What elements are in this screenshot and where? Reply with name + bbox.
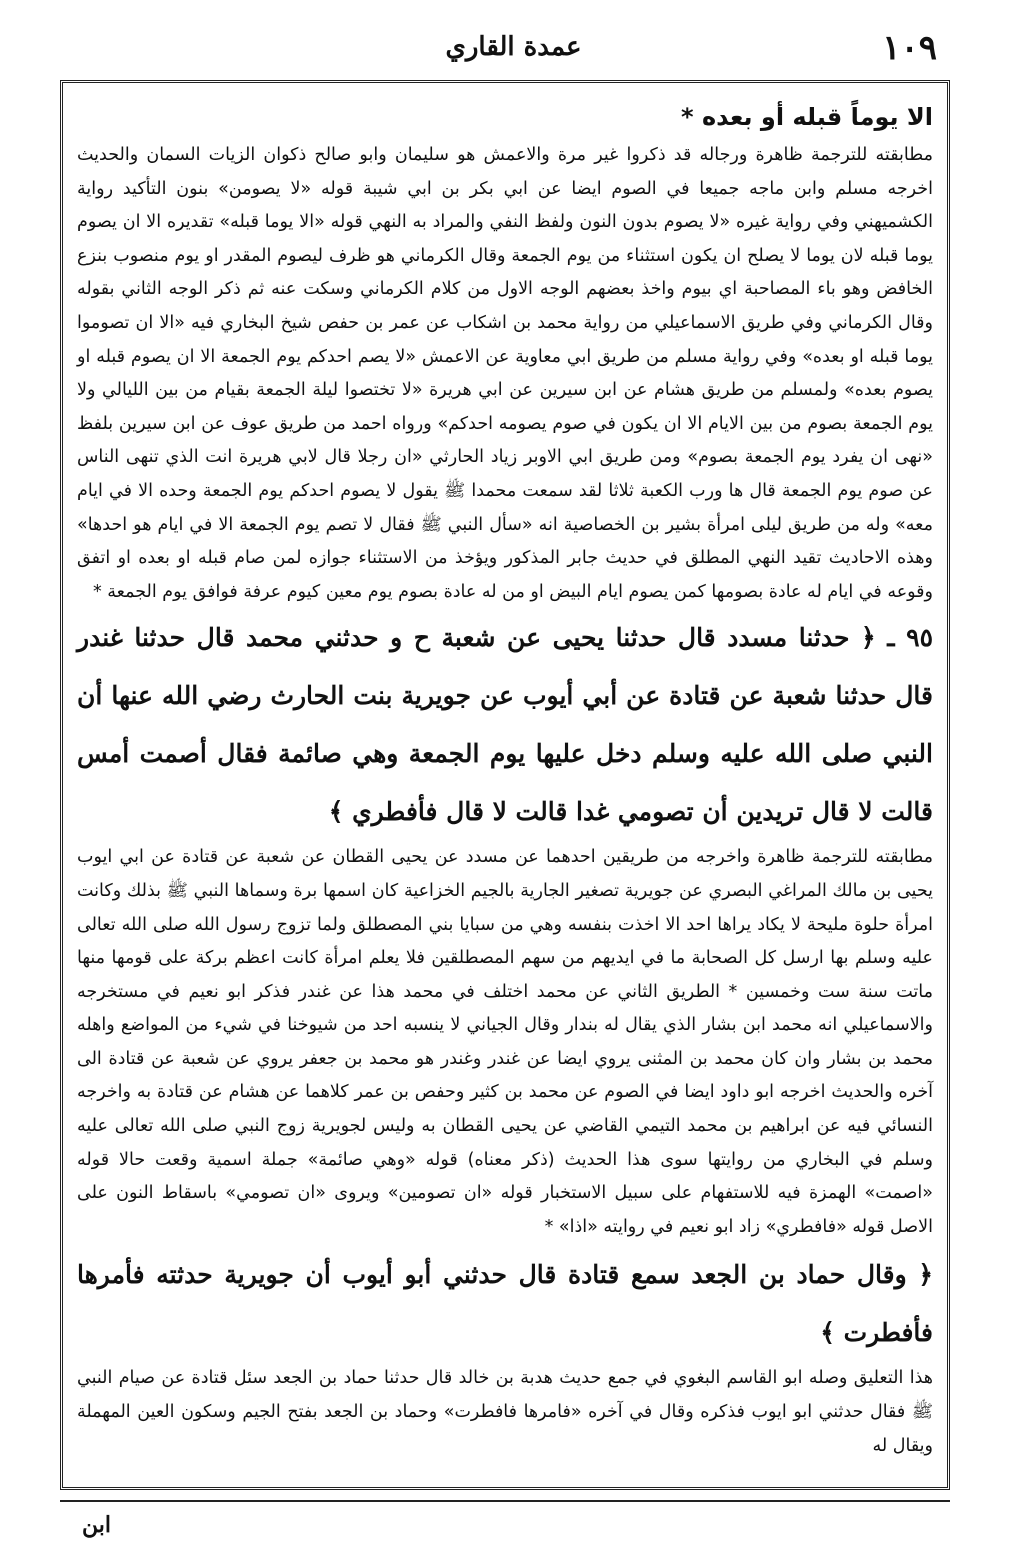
footer-rule <box>60 1500 950 1502</box>
commentary-paragraph: هذا التعليق وصله ابو القاسم البغوي في جمع حديث هدبة بن خالد قال حدثنا حماد بن الجعد سئل قتادة عن صيام النبي ﷺ فقال حدثني ابو ايوب فذكره وقال في آخره «فامرها فافطرت» وحماد بن الجعد بفتح الجيم وسكون العين المهملة ويقال له <box>77 1368 933 1456</box>
paragraph-lead: الا يوماً قبله أو بعده * <box>681 103 933 131</box>
page-number: ١٠٩ <box>882 28 937 68</box>
hadith-ta-liq: ﴿ وقال حماد بن الجعد سمع قتادة قال حدثني أبو أيوب أن جويرية حدثته فأمرها فأفطرت ﴾ <box>77 1260 933 1348</box>
page-header <box>60 22 967 72</box>
hadith-text: ٩٥ ـ ﴿ حدثنا مسدد قال حدثنا يحيى عن شعبة ح و حدثني محمد قال حدثنا غندر قال حدثنا شعبة عن قتادة عن أبي أيوب عن جويرية بنت الحارث رضي الله عنها أن النبي صلى الله عليه وسلم دخل عليها يوم الجمعة وهي صائمة فقال أصمت أمس قالت لا قال تريدين أن تصومي غدا قالت لا قال فأفطري ﴾ <box>77 623 933 827</box>
catchword: ابن <box>82 1512 111 1538</box>
text-frame <box>60 80 950 1490</box>
running-title: عمدة القاري <box>445 32 582 62</box>
commentary-paragraph: مطابقته للترجمة ظاهرة واخرجه من طريقين احدهما عن مسدد عن يحيى القطان عن شعبة عن قتادة عن ابي ايوب يحيى بن مالك المراغي البصري عن جويرية تصغير الجارية بالجيم الخزاعية كان اسمها برة وسماها النبي ﷺ بذلك وكانت امرأة حلوة مليحة لا يكاد يراها احد الا اخذت بنفسه وهي من سبايا بني المصطلق ولما تزوج رسول الله صلى الله تعالى عليه وسلم بها ارسل كل الصحابة ما في ايديهم من سهم المصطلقين فلا يعلم امرأة كانت اعظم بركة على قومها منها ماتت سنة ست وخمسين * الطريق الثاني عن محمد اختلف في محمد هذا عن غندر فذكر ابو نعيم في مستخرجه والاسماعيلي انه محمد ابن بشار الذي يقال له بندار وقال الجياني لا ينسبه احد من شيوخنا في شيء من المواضع واهله محمد بن بشار وان كان محمد بن المثنى يروي ايضا عن غندر وغندر هو محمد بن جعفر يروي عن شعبة عن قتادة الى آخره والحديث اخرجه ابو داود ايضا في الصوم عن محمد بن كثير وحفص بن عمر كلاهما عن هشام عن قتادة به واخرجه النسائي فيه عن ابراهيم بن محمد التيمي القاضي عن يحيى القطان به وليس لجويرية زوج النبي صلى الله تعالى عليه وسلم في البخاري من روايتها سوى هذا الحديث (ذكر معناه) قوله «وهي صائمة» جملة اسمية وقعت حالا قوله «اصمت» الهمزة فيه للاستفهام على سبيل الاستخبار قوله «ان تصومين» ويروى «ان تصومي» باسقاط النون على الاصل قوله «فافطري» زاد ابو نعيم في روايته «اذا» * <box>77 847 933 1237</box>
commentary-paragraph: مطابقته للترجمة ظاهرة ورجاله قد ذكروا غير مرة والاعمش هو سليمان وابو صالح ذكوان الزيات السمان والحديث اخرجه مسلم وابن ماجه جميعا في الصوم ايضا عن ابي بكر بن ابي شيبة قوله «لا يصومن» بنون التأكيد رواية الكشميهني وفي رواية غيره «لا يصوم بدون النون ولفظ النفي والمراد به النهي قوله «الا يوما قبله» تقديره الا ان يصوم يوما قبله لان يوما لا يصلح ان يكون استثناء من يوم الجمعة وقال الكرماني هو ظرف ليصوم المقدر او يوم منصوب بنزع الخافض وهو باء المصاحبة اي بيوم واخذ بعضهم الوجه الاول من كلام الكرماني وسكت عنه ثم ذكر الوجه الثاني بقوله وقال الكرماني وفي طريق الاسماعيلي من رواية محمد بن اشكاب عن عمر بن حفص شيخ البخاري فيه «الا ان تصوموا يوما قبله او بعده» وفي رواية مسلم من طريق ابي معاوية عن الاعمش «لا يصم احدكم يوم الجمعة الا ان يصوم قبله او يصوم بعده» ولمسلم من طريق هشام عن ابن سيرين عن ابي هريرة «لا تختصوا ليلة الجمعة بقيام من بين الليالي ولا يوم الجمعة بصوم من بين الايام الا ان يكون في صوم يصومه احدكم» ورواه احمد من طريق عوف عن ابن سيرين بلفظ «نهى ان يفرد يوم الجمعة بصوم» ومن طريق ابي الاوبر زياد الحارثي «ان رجلا قال لابي هريرة انت الذي تنهى الناس عن صوم يوم الجمعة قال ها ورب الكعبة ثلاثا لقد سمعت محمدا ﷺ يقول لا يصوم احدكم يوم الجمعة وحده الا في ايام معه» وله من طريق ليلى امرأة بشير بن الخصاصية انه «سأل النبي ﷺ فقال لا تصم يوم الجمعة الا في ايام هو احدها» وهذه الاحاديث تقيد النهي المطلق في حديث جابر المذكور ويؤخذ من الاستثناء جوازه لمن صام قبله او بعده او اتفق وقوعه في ايام له عادة بصومها كمن يصوم ايام البيض او من له عادة بصوم يوم معين كيوم عرفة فوافق يوم الجمعة * <box>77 145 933 602</box>
